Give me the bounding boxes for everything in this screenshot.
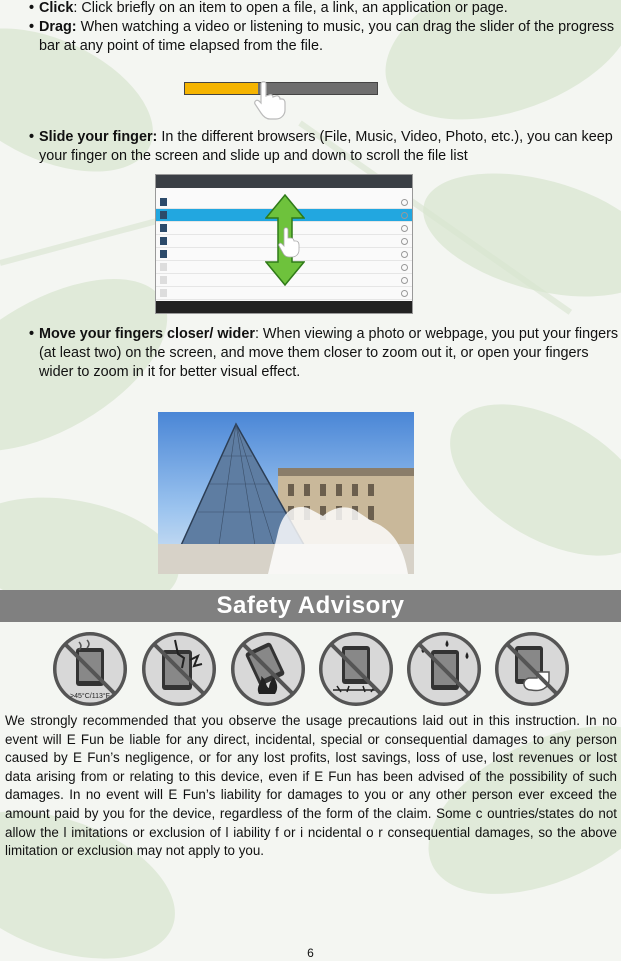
bullet-slide-text: In the different browsers (File, Music, Video, Photo, etc.), you can keep your finger on the screen and slide up and down to scroll the file list xyxy=(39,129,613,164)
scroll-up-down-arrow-icon xyxy=(265,194,305,286)
bullet-drag-title: Drag: xyxy=(39,19,77,35)
fire-warning-icon xyxy=(231,632,305,706)
bullet-drag-text: When watching a video or listening to music, you can drag the slider of the progress bar at any point of time elapsed from the file. xyxy=(39,19,615,54)
break-screen-warning-icon xyxy=(142,632,216,706)
bullet-click-title: Click xyxy=(39,0,74,16)
bullet-slide: • Slide your finger: In the different browsers (File, Music, Video, Photo, etc.), you can keep your finger on the screen and slide up and down to scroll the file list xyxy=(29,129,613,164)
safety-icons-row xyxy=(53,632,573,706)
louvre-pinch-zoom-photo xyxy=(158,412,414,574)
bullet-pinch-text: : When viewing a photo or webpage, you put your fingers (at least two) on the screen, and move them closer to zoom out it, or open your fingers wider to zoom in it for better visual effect. xyxy=(39,326,619,380)
bullet-click: • Click: Click briefly on an item to open a file, a link, an application or page. xyxy=(29,0,508,16)
magnet-warning-icon xyxy=(495,632,569,706)
bullet-pinch: • Move your fingers closer/ wider: When viewing a photo or webpage, you put your fingers (at least two) on the screen, and move them closer to zoom out it, or open your fingers wider to zoom in it for better visual effect. xyxy=(29,326,619,380)
water-warning-icon xyxy=(407,632,481,706)
safety-advisory-heading: Safety Advisory xyxy=(0,590,621,622)
bullet-slide-title: Slide your finger: xyxy=(39,129,158,145)
bullet-drag: • Drag: When watching a video or listening to music, you can drag the slider of the progress bar at any point of time elapsed from the file. xyxy=(29,19,615,54)
pressure-warning-icon xyxy=(319,632,393,706)
hand-pointer-icon xyxy=(252,80,286,120)
progress-slider-fill xyxy=(185,83,258,94)
bullet-click-text: : Click briefly on an item to open a file, a link, an application or page. xyxy=(73,0,508,16)
page-number: 6 xyxy=(307,946,314,960)
heat-warning-label: >45°C/113°F xyxy=(70,693,110,700)
advisory-paragraph: We strongly recommended that you observe the usage precautions laid out in this instruction. In no event will E Fun be liable for any direct, incidental, special or consequential damages to any person caused by E Fun’s negligence, or for any lost profits, lost savings, loss of use, lost revenues or lost data arising from or relating to this device, even if E Fun has been advised of the possibility of such damages. In no event will E Fun’s liability for damages to you or any other person ever exceed the amount paid by you for the device, regardless of the form of the claim. Some c ountries/states do not allow the l imitations or exclusion of l iability f or i ncidental o r consequential damages, so the above limitation or exclusion may not apply to you. xyxy=(5,713,617,859)
bullet-pinch-title: Move your fingers closer/ wider xyxy=(39,326,255,342)
heat-warning-icon xyxy=(53,632,127,706)
